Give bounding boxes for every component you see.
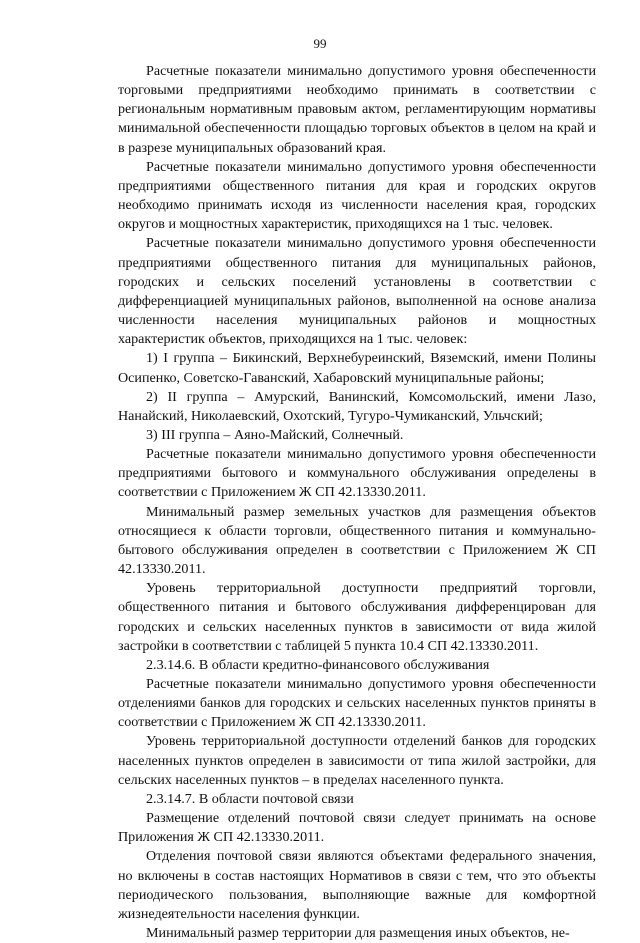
- paragraph: Расчетные показатели минимально допустимого уровня обеспеченности предприятиями общественного питания для муниципальных районов, городских и сельских поселений установлены в соответствии с дифференциацией муниципальных районов, выполненной на основе анализа численности населения муниципальных районов и мощностных характеристик объектов, приходящихся на 1 тыс. человек:: [118, 235, 596, 348]
- paragraph: Размещение отделений почтовой связи следует принимать на основе Приложения Ж СП 42.13330.2011.: [118, 810, 596, 846]
- paragraph: Минимальный размер земельных участков для размещения объектов относящиеся к области торговли, общественного питания и коммунально-бытового обслуживания определен в соответствии с Приложением Ж СП 42.13330.2011.: [118, 503, 596, 578]
- paragraph: Расчетные показатели минимально допустимого уровня обеспеченности торговыми предприятиями необходимо принимать в соответствии с региональным нормативным правовым актом, регламентирующим нормативы минимальной обеспеченности площадью торговых объектов в целом на край и в разрезе муниципальных образований края.: [118, 63, 596, 156]
- section-heading: 2.3.14.7. В области почтовой связи: [146, 790, 354, 807]
- paragraph: Уровень территориальной доступности отделений банков для городских населенных пунктов определен в зависимости от типа жилой застройки, для сельских населенных пунктов – в пределах населенного пункта.: [118, 733, 596, 788]
- paragraph: Минимальный размер территории для размещения иных объектов, не-: [146, 925, 570, 942]
- paragraph: Расчетные показатели минимально допустимого уровня обеспеченности предприятиями бытового и коммунального обслуживания определены в соответствии с Приложением Ж СП 42.13330.2011.: [118, 446, 596, 501]
- page-number: 99: [313, 36, 327, 51]
- list-item: 1) I группа – Бикинский, Верхнебуреинский, Вяземский, имени Полины Осипенко, Советско-Гаванский, Хабаровский муниципальные районы;: [118, 350, 596, 386]
- paragraph: Расчетные показатели минимально допустимого уровня обеспеченности отделениями банков для городских и сельских населенных пунктов приняты в соответствии с Приложением Ж СП 42.13330.2011.: [118, 676, 596, 731]
- paragraph: Расчетные показатели минимально допустимого уровня обеспеченности предприятиями общественного питания для края и городских округов необходимо принимать исходя из численности населения края, городских округов и мощностных характеристик, приходящихся на 1 тыс. человек.: [118, 158, 596, 233]
- list-item: 2) II группа – Амурский, Ванинский, Комсомольский, имени Лазо, Нанайский, Николаевский, Охотский, Тугуро-Чумиканский, Ульчский;: [118, 388, 596, 424]
- paragraph: Отделения почтовой связи являются объектами федерального значения, но включены в состав настоящих Нормативов в связи с тем, что это объекты периодического пользования, выполняющие важные для комфортной жизнедеятельности населения функции.: [118, 848, 596, 922]
- document-body: [118, 62, 596, 943]
- paragraph: Уровень территориальной доступности предприятий торговли, общественного питания и бытового обслуживания дифференцирован для городских и сельских населенных пунктов в зависимости от вида жилой застройки в соответствии с таблицей 5 пункта 10.4 СП 42.13330.2011.: [118, 580, 596, 654]
- list-item: 3) III группа – Аяно-Майский, Солнечный.: [146, 426, 404, 443]
- section-heading: 2.3.14.6. В области кредитно-финансового обслуживания: [146, 656, 490, 673]
